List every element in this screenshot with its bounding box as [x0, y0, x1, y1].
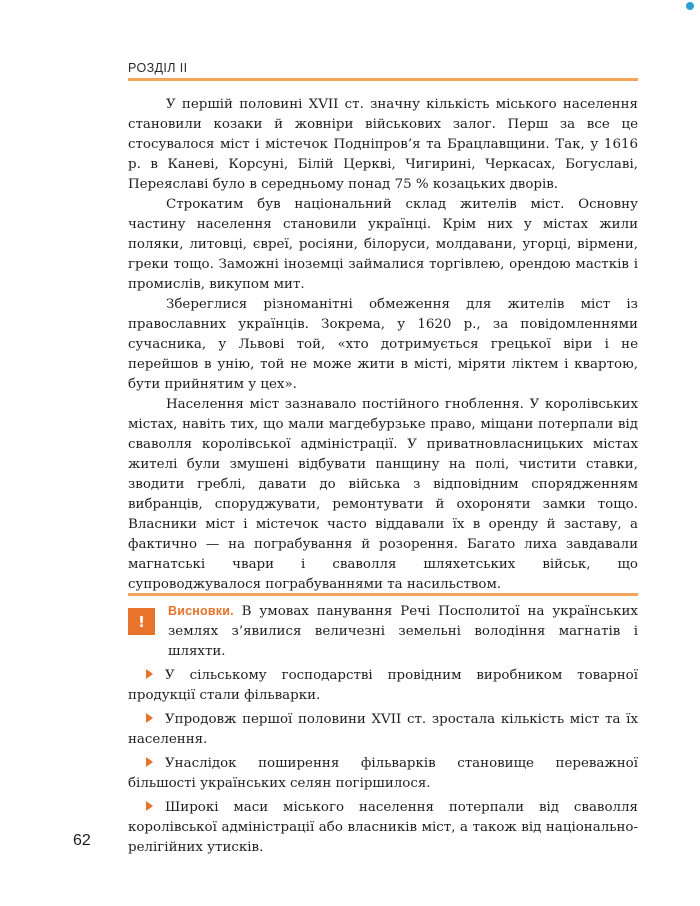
main-text — [128, 95, 638, 595]
list-item-text: У сільському господарстві провідним виробником товарної продукції стали фільварки. — [128, 668, 638, 703]
list-item-text: Унаслідок поширення фільварків становище переважної більшості українських селян погіршилося. — [128, 756, 638, 791]
bullet-arrow-icon — [146, 669, 153, 679]
list-item — [128, 754, 638, 794]
list-item — [128, 710, 638, 750]
conclusions-label: Висновки. — [168, 604, 234, 618]
bullet-arrow-icon — [146, 757, 153, 767]
header-divider — [128, 78, 638, 81]
list-item-text: Упродовж першої половини XVII ст. зростала кількість міст та їх населення. — [128, 712, 638, 747]
exclamation-icon: ! — [128, 608, 155, 635]
list-item — [128, 666, 638, 706]
paragraph: У першій половині XVII ст. значну кількість міського населення становили козаки й жовніри військових залог. Перш за все це стосувалося міст і містечок Подніпров’я та Брацлавщини. Так, у 1616 р. в Каневі, Корсуні, Білій Церкві, Чигирині, Черкасах, Богуславі, Переяславі було в середньому понад 75 % козацьких дворів. — [128, 97, 638, 192]
list-item-text: Широкі маси міського населення потерпали від сваволля королівської адміністрації або власників міст, а також від національно-релігійних утисків. — [128, 800, 638, 855]
bullet-arrow-icon — [146, 801, 153, 811]
conclusions-intro-text: В умовах панування Речі Посполитої на українських землях з’явилися величезні земельні володіння магнатів і шляхти. — [168, 604, 638, 659]
corner-logo-icon — [686, 2, 694, 10]
list-item — [128, 798, 638, 858]
paragraph: Збереглися різноманітні обмеження для жителів міст із православних українців. Зокрема, у 1620 р., за повідомленнями сучасника, у Львові той, «хто дотримується грецької віри і не перейшов в унію, той не може жити в місті, міряти ліктем і квартою, бути прийнятим у цех». — [128, 297, 638, 392]
paragraph: Строкатим був національний склад жителів міст. Основну частину населення становили українці. Крім них у містах жили поляки, литовці, євреї, росіяни, білоруси, молдавани, угорці, вірмени, греки тощо. Заможні іноземці займалися торгівлею, орендою мастків і промислів, викупом мит. — [128, 197, 638, 292]
conclusions-intro — [168, 601, 638, 662]
conclusions-block — [128, 601, 638, 862]
conclusions-list — [128, 666, 638, 858]
section-header: РОЗДІЛ II — [128, 61, 188, 75]
conclusions-divider — [128, 593, 638, 596]
paragraph: Населення міст зазнавало постійного гноблення. У королівських містах, навіть тих, що мали магдебурзьке право, міщани потерпали від сваволля королівської адміністрації. У приватновласницьких містах жителі були змушені відбувати панщину на полі, чистити ставки, зводити греблі, давати до війська з відповідним спорядженням вибранців, споруджувати, ремонтувати й охороняти замки тощо. Власники міст і містечок часто віддавали їх в оренду й заставу, а фактично — на пограбування й розорення. Багато лиха завдавали магнатські чвари і сваволля шляхетських військ, що супроводжувалося пограбуваннями та насильством. — [128, 397, 638, 592]
page-number: 62 — [73, 832, 91, 849]
bullet-arrow-icon — [146, 713, 153, 723]
